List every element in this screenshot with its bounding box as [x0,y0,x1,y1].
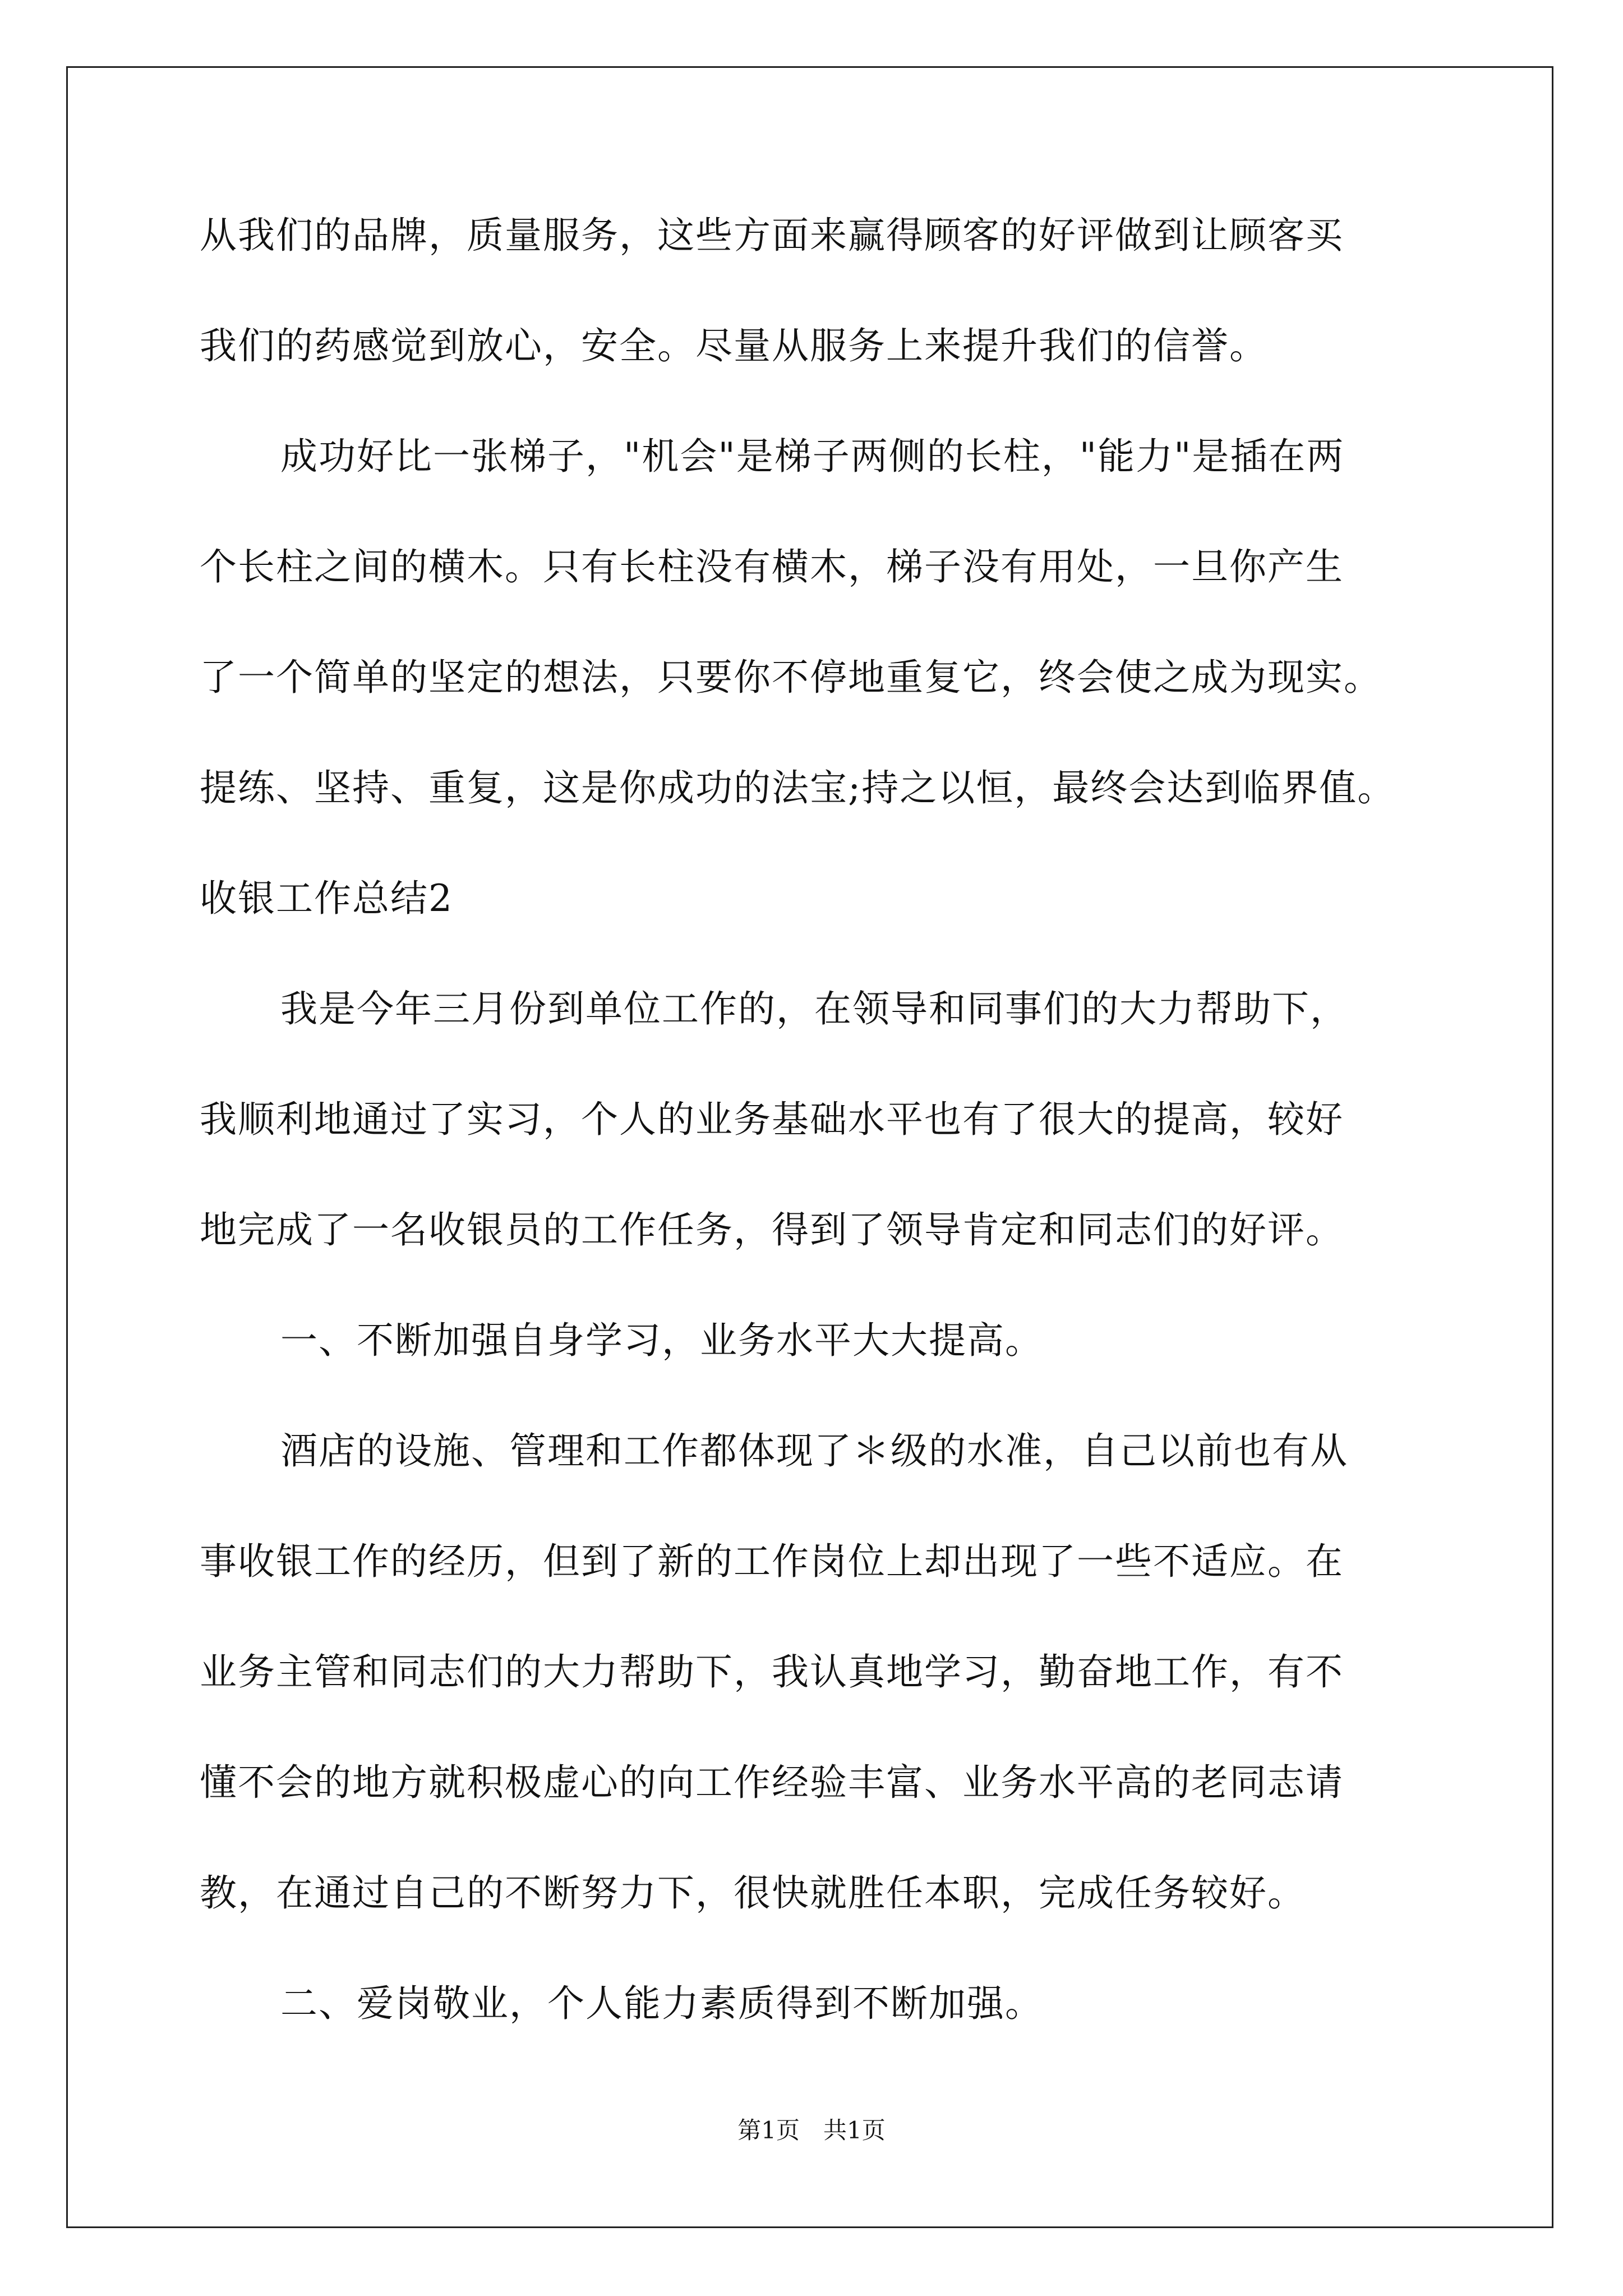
text-line: 懂不会的地方就积极虚心的向工作经验丰富、业务水平高的老同志请 [200,1761,1344,1804]
text-line: 提练、坚持、重复，这是你成功的法宝;持之以恒，最终会达到临界值。 [200,766,1396,809]
text-line: 我们的药感觉到放心，安全。尽量从服务上来提升我们的信誉。 [200,324,1267,367]
text-line: 个长柱之间的横木。只有长柱没有横木，梯子没有用处，一旦你产生 [200,545,1344,588]
subheading-line: 二、爱岗敬业，个人能力素质得到不断加强。 [280,1982,1043,2025]
text-line: 我顺利地通过了实习，个人的业务基础水平也有了很大的提高，较好 [200,1098,1344,1141]
text-line: 业务主管和同志们的大力帮助下，我认真地学习，勤奋地工作，有不 [200,1650,1344,1694]
subheading-line: 一、不断加强自身学习，业务水平大大提高。 [280,1319,1043,1362]
text-line: 从我们的品牌，质量服务，这些方面来赢得顾客的好评做到让顾客买 [200,214,1344,257]
text-line: 教，在通过自己的不断努力下，很快就胜任本职，完成任务较好。 [200,1871,1306,1915]
text-line: 了一个简单的坚定的想法，只要你不停地重复它，终会使之成为现实。 [200,656,1382,699]
page-number-footer: 第1页 共1页 [737,2116,886,2144]
text-line: 地完成了一名收银员的工作任务，得到了领导肯定和同志们的好评。 [200,1208,1344,1251]
section-heading: 收银工作总结2 [200,877,453,920]
document-body [200,216,1428,2095]
text-line: 酒店的设施、管理和工作都体现了＊级的水准，自己以前也有从 [280,1429,1348,1473]
text-line: 我是今年三月份到单位工作的，在领导和同事们的大力帮助下， [280,987,1348,1030]
text-line: 成功好比一张梯子，"机会"是梯子两侧的长柱，"能力"是插在两 [280,435,1345,478]
text-line: 事收银工作的经历，但到了新的工作岗位上却出现了一些不适应。在 [200,1540,1344,1583]
